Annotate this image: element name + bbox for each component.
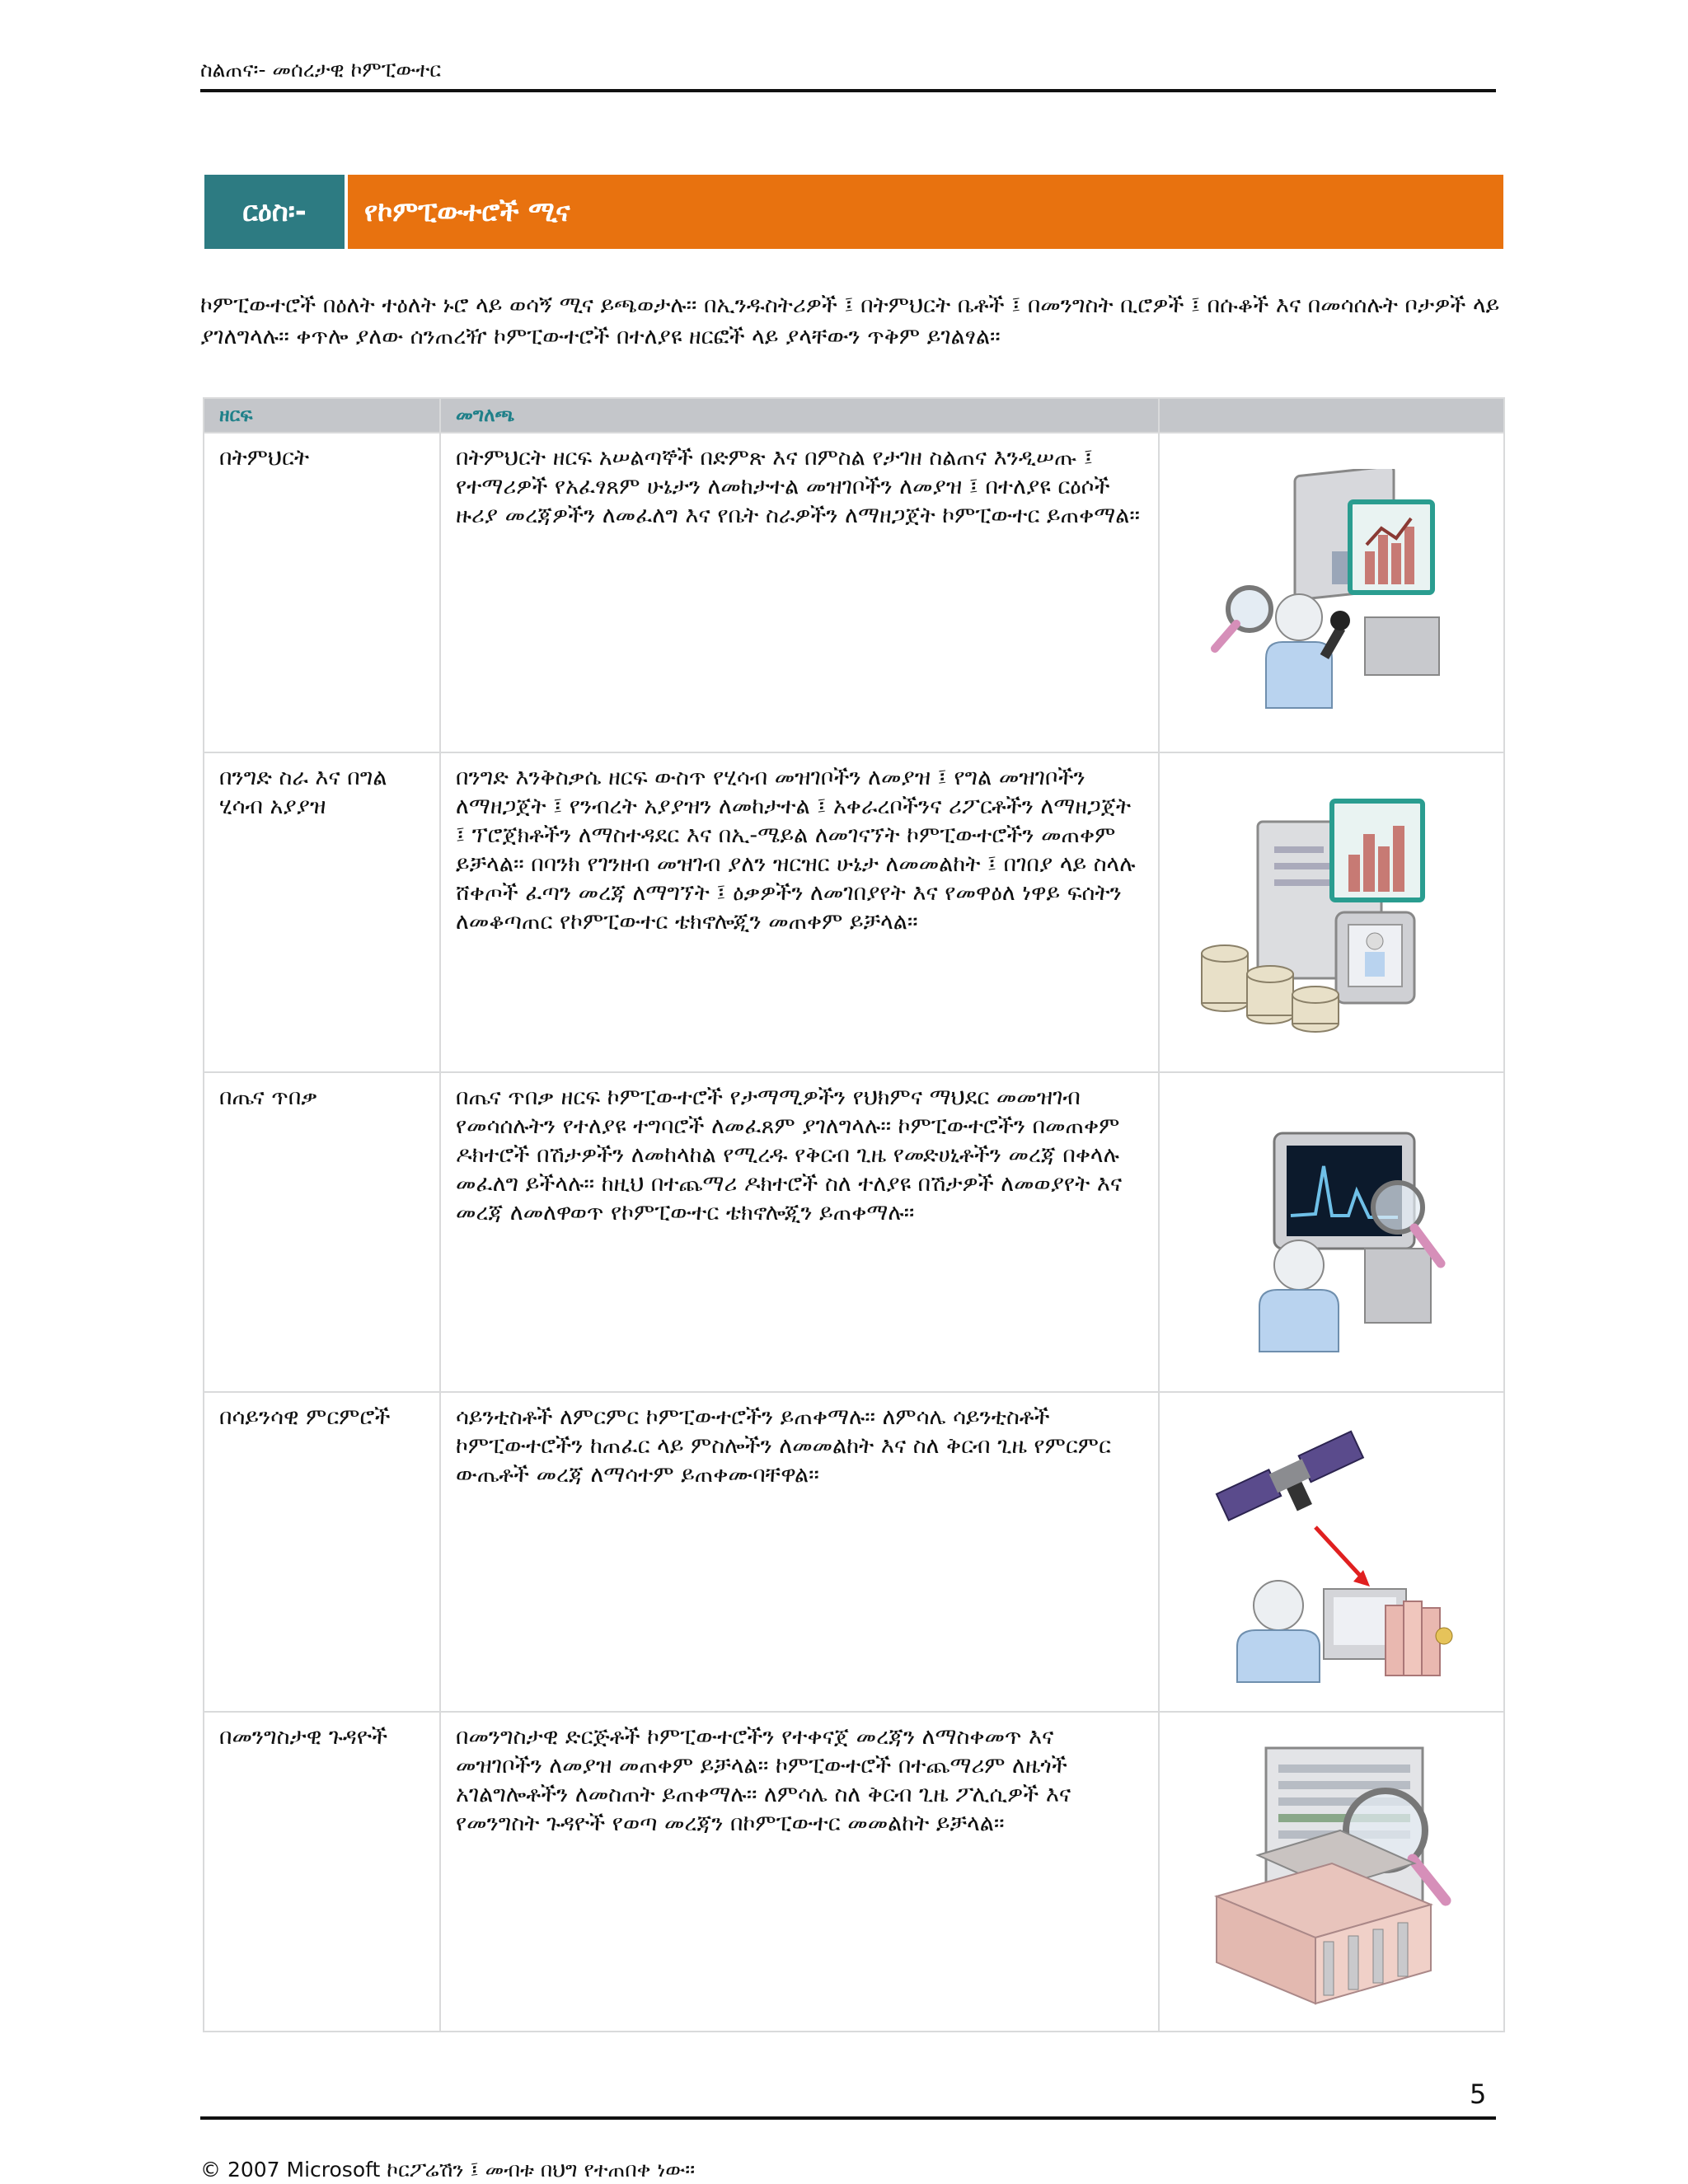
table-row [204,1072,1504,1392]
description-cell: በመንግስታዊ ድርጅቶች ኮምፒውተሮችን የተቀናጀ መረጃን ለማስቀመጥ እና መዝገቦችን ለመያዝ መጠቀም ይቻላል፡፡ ኮምፒውተሮች በተጨማሪም ለዜጎች አገልግሎቶችን ለመስጠት ይጠቀማሉ፡፡ ለምሳሌ ስለ ቅርብ ጊዜ ፖሊሲዎች እና የመንግስት ጉዳዮች የወጣ መረጃን በኮምፒውተር መመልከት ይቻላል፡፡ [440,1712,1159,2032]
footer-rule [200,2116,1496,2120]
table-header-row [204,398,1504,433]
person-computer-chart-magnifier-icon [1208,469,1456,716]
government-building-document-magnifier-icon [1200,1732,1464,2012]
sector-cell: በመንግስታዊ ጉዳዮች [204,1712,440,2032]
page-number: 5 [1470,2079,1487,2110]
table-row [204,433,1504,752]
column-header-description: መግለጫ [440,398,1159,433]
description-cell: በንግድ እንቅስቃሴ ዘርፍ ውስጥ የሂሳብ መዝገቦችን ለመያዝ ፤ የግል መዝገቦችን ለማዘጋጀት ፤ የንብረት አያያዝን ለመከታተል ፤ አቀራረቦችንና ሪፖርቶችን ለማዘጋጀት ፤ ፕሮጀክቶችን ለማስተዳደር እና በኢ-ሜይል ለመገናኘት ኮምፒውተሮችን መጠቀም ይቻላል፡፡ በባንክ የገንዘብ መዝገብ ያለን ዝርዝር ሁኔታ ለመመልከት ፤ በገበያ ላይ ስላሉ ሸቀጦች ፈጣን መረጃ ለማግኘት ፤ ዕቃዎችን ለመገበያየት እና የመዋዕለ ነዋይ ፍሰትን ለመቆጣጠር የኮምፒውተር ቴክኖሎጂን መጠቀም ይቻላል፡፡ [440,752,1159,1072]
section-title: የኮምፒውተሮች ሚና [348,175,1503,249]
computer-roles-table [203,397,1505,2032]
copyright-footer: © 2007 Microsoft ኮርፖሬሽን ፤ መብቱ በህግ የተጠበቀ ነው፡፡ [200,2158,696,2182]
table-row [204,1712,1504,2032]
satellite-person-computer-books-icon [1200,1420,1464,1684]
table-row [204,752,1504,1072]
image-cell [1159,1072,1504,1392]
running-header: ስልጠና፡- መሰረታዊ ኮምፒውተር [200,58,442,82]
image-cell [1159,1392,1504,1712]
section-title-bar [204,175,1503,249]
section-label: ርዕስ፡- [204,175,345,249]
column-header-image [1159,398,1504,433]
image-cell [1159,1712,1504,2032]
header-rule [200,89,1496,92]
column-header-sector: ዘርፍ [204,398,440,433]
sector-cell: በንግድ ስራ እና በግል ሂሳብ አያያዝ [204,752,440,1072]
description-cell: በጤና ጥበቃ ዘርፍ ኮምፒውተሮች የታማሚዎችን የህክምና ማህደር መመዝገብ የመሳሰሉትን የተለያዩ ተግባሮች ለመፈጸም ያገለግላሉ፡፡ ኮምፒውተሮችን በመጠቀም ዶክተሮች በሽታዎችን ለመከላከል የሚረዱ የቅርብ ጊዜ የመድሀኒቶችን መረጃ በቀላሉ መፈለግ ይችላሉ፡፡ ከዚህ በተጨማሪ ዶክተሮች ስለ ተለያዩ በሽታዎች ለመወያየት እና መረጃ ለመለዋወጥ የኮምፒውተር ቴክኖሎጂን ይጠቀማሉ፡፡ [440,1072,1159,1392]
description-cell: በትምህርት ዘርፍ አሠልጣኞች በድምጽ እና በምስል የታገዘ ስልጠና እንዲሠጡ ፤ የተማሪዎች የአፈፃጸም ሁኔታን ለመከታተል መዝገቦችን ለመያዝ ፤ በተለያዩ ርዕሶች ዙሪያ መረጃዎችን ለመፈለግ እና የቤት ስራዎችን ለማዘጋጀት ኮምፒውተር ይጠቀማል፡፡ [440,433,1159,752]
image-cell [1159,433,1504,752]
description-cell: ሳይንቲስቶች ለምርምር ኮምፒውተሮችን ይጠቀማሉ፡፡ ለምሳሌ ሳይንቲስቶች ኮምፒውተሮችን ከጠፈር ላይ ምስሎችን ለመመልከት እና ስለ ቅርብ ጊዜ የምርምር ውጤቶች መረጃ ለማሳተም ይጠቀሙባቸዋል፡፡ [440,1392,1159,1712]
intro-paragraph: ኮምፒውተሮች በዕለት ተዕለት ኑሮ ላይ ወሳኝ ሚና ይጫወታሉ፡፡ በኢንዱስትሪዎች ፤ በትምህርት ቤቶች ፤ በመንግስት ቢሮዎች ፤ በሱቆች እና በመሳሰሉት ቦታዎች ላይ ያገለግላሉ፡፡ ቀጥሎ ያለው ሰንጠረዥ ኮምፒውተሮች በተለያዩ ዘርፎች ላይ ያላቸውን ጥቅም ይገልፃል፡፡ [200,293,1500,349]
sector-cell: በሳይንሳዊ ምርምሮች [204,1392,440,1712]
sector-cell: በትምህርት [204,433,440,752]
image-cell [1159,752,1504,1072]
person-monitor-waveform-icon [1208,1108,1456,1356]
coins-chart-screen-icon [1200,789,1464,1036]
table-row [204,1392,1504,1712]
sector-cell: በጤና ጥበቃ [204,1072,440,1392]
